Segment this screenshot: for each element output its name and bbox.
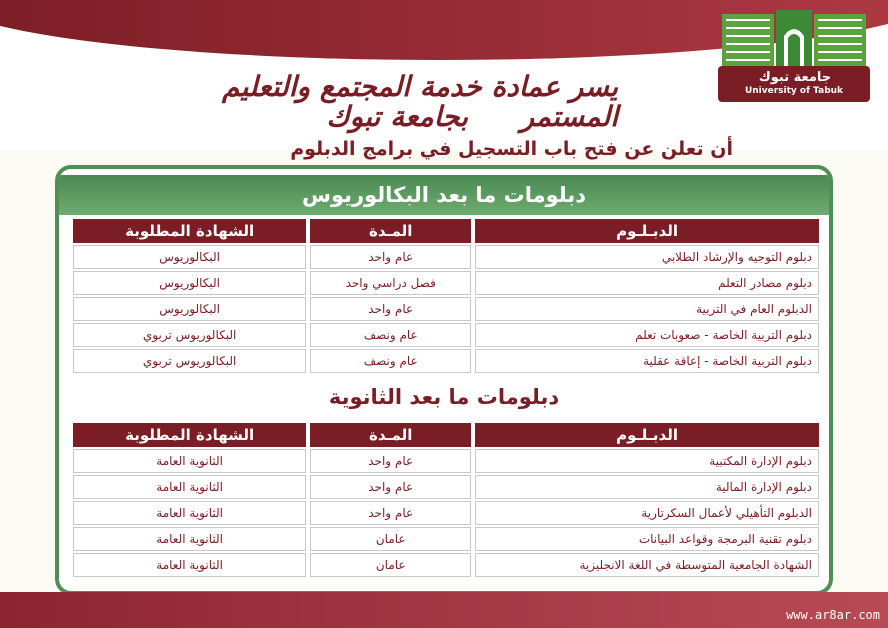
duration: عام واحد <box>310 475 471 499</box>
table-row <box>73 501 819 525</box>
bachelor-diplomas-table <box>69 217 823 375</box>
table-row <box>73 527 819 551</box>
col-header-certificate: الشهادة المطلوبة <box>73 219 306 243</box>
diploma-name: دبلوم مصادر التعلم <box>475 271 819 295</box>
duration: عام واحد <box>310 297 471 321</box>
required-certificate: البكالوريوس تربوي <box>73 323 306 347</box>
footer-band <box>0 592 888 628</box>
diploma-name: الدبلوم التأهيلي لأعمال السكرتارية <box>475 501 819 525</box>
duration: عامان <box>310 553 471 577</box>
required-certificate: الثانوية العامة <box>73 449 306 473</box>
table-row <box>73 271 819 295</box>
duration: عامان <box>310 527 471 551</box>
table-row <box>73 553 819 577</box>
col-header-diploma: الدبـلـوم <box>475 219 819 243</box>
required-certificate: البكالوريوس تربوي <box>73 349 306 373</box>
duration: عام ونصف <box>310 349 471 373</box>
headline-line-1: يسر عمادة خدمة المجتمع والتعليم المستمر <box>221 70 618 133</box>
section-title-bachelor: دبلومات ما بعد البكالوريوس <box>59 175 829 215</box>
table-header-row <box>73 219 819 243</box>
announcement-line: أن تعلن عن فتح باب التسجيل في برامج الدبلوم <box>290 138 733 160</box>
duration: عام واحد <box>310 449 471 473</box>
col-header-diploma: الدبـلـوم <box>475 423 819 447</box>
col-header-certificate: الشهادة المطلوبة <box>73 423 306 447</box>
diploma-name: دبلوم التوجيه والإرشاد الطلابي <box>475 245 819 269</box>
diploma-panel <box>55 165 833 595</box>
diploma-name: دبلوم التربية الخاصة - إعاقة عقلية <box>475 349 819 373</box>
col-header-duration: المـدة <box>310 423 471 447</box>
table-row <box>73 245 819 269</box>
required-certificate: البكالوريوس <box>73 245 306 269</box>
duration: عام واحد <box>310 245 471 269</box>
table-row <box>73 297 819 321</box>
table-row <box>73 449 819 473</box>
diploma-name: الدبلوم العام في التربية <box>475 297 819 321</box>
duration: عام واحد <box>310 501 471 525</box>
required-certificate: الثانوية العامة <box>73 527 306 551</box>
section-title-secondary: دبلومات ما بعد الثانوية <box>328 385 560 409</box>
diploma-name: الشهادة الجامعية المتوسطة في اللغة الانجليزية <box>475 553 819 577</box>
required-certificate: الثانوية العامة <box>73 501 306 525</box>
table-row <box>73 323 819 347</box>
table-header-row <box>73 423 819 447</box>
diploma-name: دبلوم الإدارة المكتبية <box>475 449 819 473</box>
required-certificate: البكالوريوس <box>73 271 306 295</box>
duration: عام ونصف <box>310 323 471 347</box>
diploma-name: دبلوم التربية الخاصة - صعوبات تعلم <box>475 323 819 347</box>
required-certificate: الثانوية العامة <box>73 475 306 499</box>
university-name-ar: جامعة تبوك <box>758 70 832 85</box>
diploma-name: دبلوم الإدارة المالية <box>475 475 819 499</box>
required-certificate: البكالوريوس <box>73 297 306 321</box>
table-row <box>73 349 819 373</box>
table-row <box>73 475 819 499</box>
university-name-en: University of Tabuk <box>744 86 844 96</box>
headline-line-2: بجامعة تبوك <box>326 100 468 133</box>
col-header-duration: المـدة <box>310 219 471 243</box>
website-watermark: www.ar8ar.com <box>786 608 880 622</box>
secondary-diplomas-table <box>69 421 823 579</box>
required-certificate: الثانوية العامة <box>73 553 306 577</box>
diploma-name: دبلوم تقنية البرمجة وقواعد البيانات <box>475 527 819 551</box>
duration: فصل دراسي واحد <box>310 271 471 295</box>
